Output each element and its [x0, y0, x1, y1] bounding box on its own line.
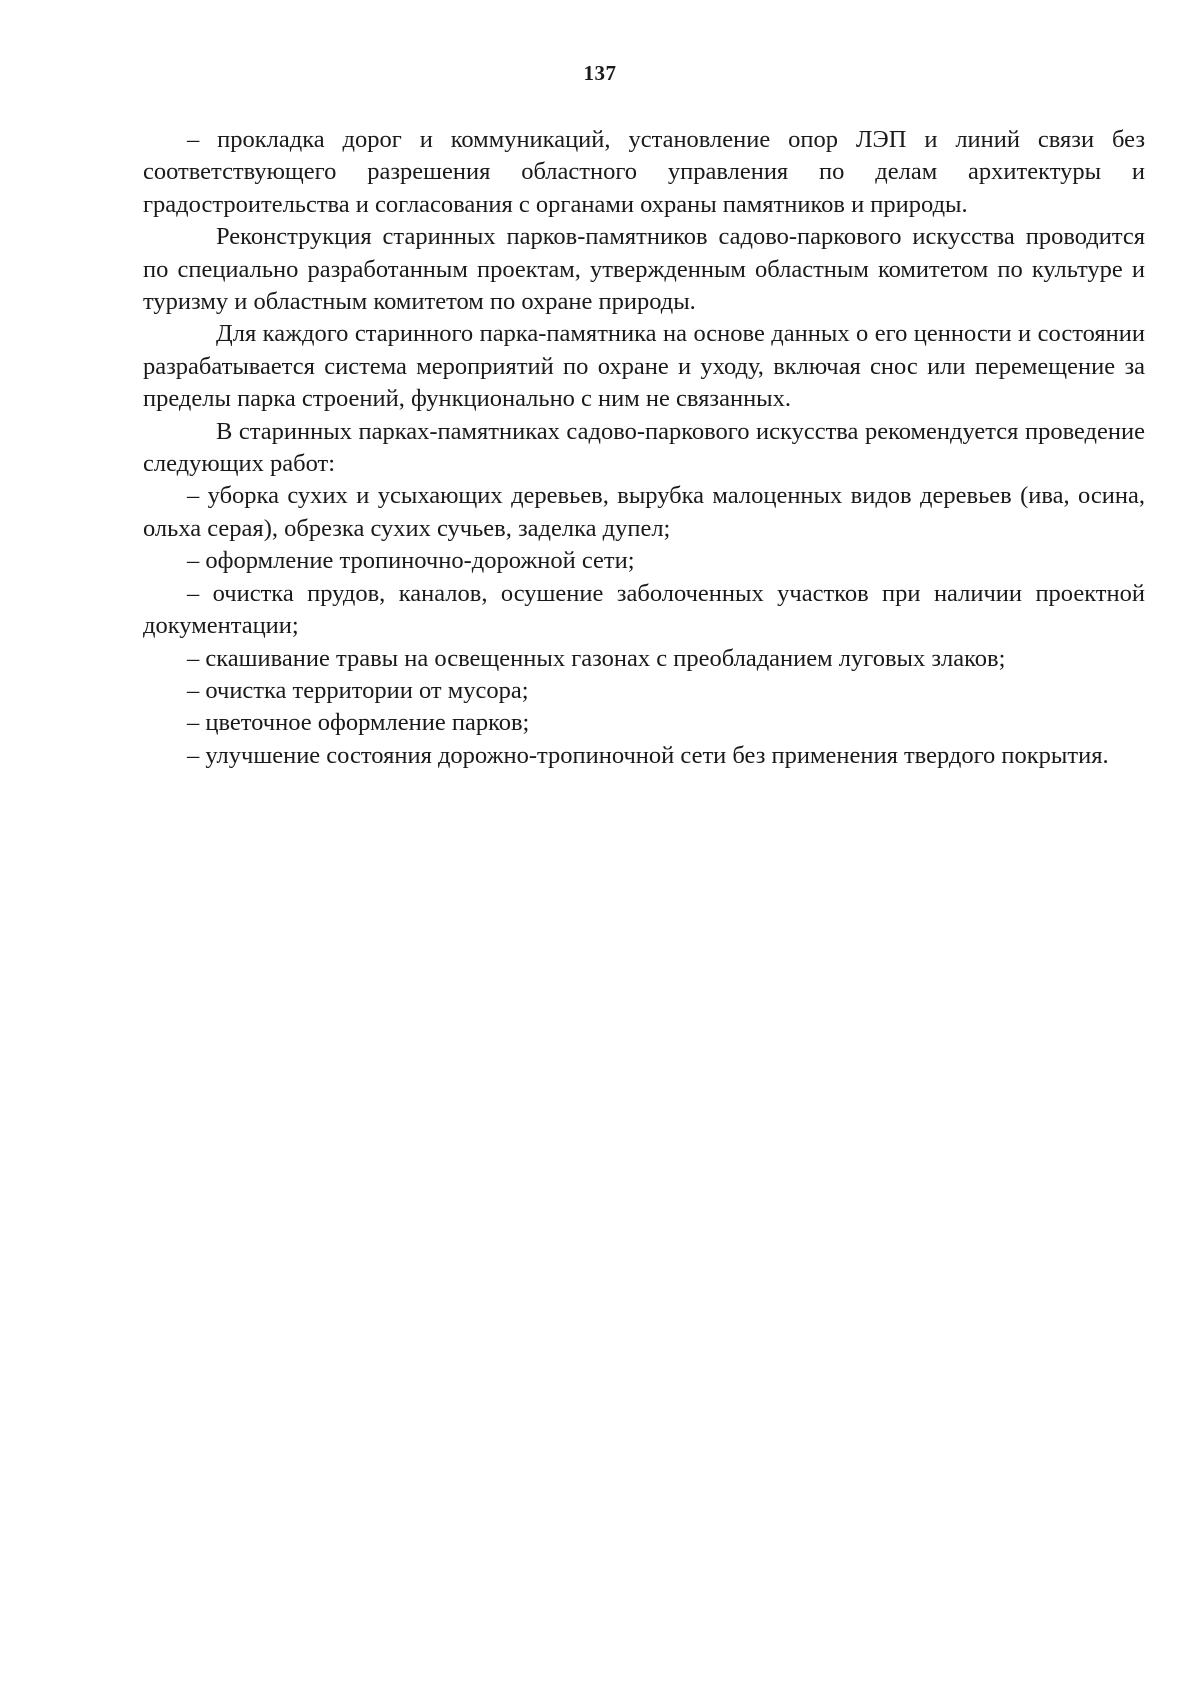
list-item-pond-cleaning: – очистка прудов, каналов, осушение заболоченных участков при наличии проектной документации; — [143, 579, 1145, 640]
list-item-path-improvement: – улучшение состояния дорожно-тропиночной сети без применения твердого покрытия. — [187, 741, 1109, 769]
list-item-grass-mowing: – скашивание травы на освещенных газонах с преобладанием луговых злаков; — [187, 644, 1006, 672]
page-number: 137 — [583, 61, 617, 85]
list-item-tree-cleanup: – уборка сухих и усыхающих деревьев, вырубка малоценных видов деревьев (ива, осина, ольха серая), обрезка сухих сучьев, заделка дупел; — [143, 482, 1145, 542]
paragraph-restriction-roads: – прокладка дорог и коммуникаций, установление опор ЛЭП и линий связи без соответствующего разрешения областного управления по делам архитектуры и градостроительства и согласования с органами охраны памятников и природы. — [143, 126, 1145, 218]
list-item-flower-design: – цветочное оформление парков; — [187, 709, 530, 737]
list-item-litter-cleanup: – очистка территории от мусора; — [187, 676, 529, 704]
paragraph-maintenance-system: Для каждого старинного парка-памятника на основе данных о его ценности и состоянии разрабатывается система мероприятий по охране и уходу, включая снос или перемещение за пределы парка строений, функционально с ним не связанных. — [143, 320, 1145, 413]
document-body — [143, 124, 1145, 772]
paragraph-recommended-works: В старинных парках-памятниках садово-паркового искусства рекомендуется проведение следующих работ: — [143, 417, 1145, 478]
paragraph-reconstruction: Реконструкция старинных парков-памятников садово-паркового искусства проводится по специально разработанным проектам, утвержденным областным комитетом по культуре и туризму и областным комитетом по охране природы. — [143, 223, 1145, 316]
list-item-path-network: – оформление тропиночно-дорожной сети; — [187, 547, 635, 575]
